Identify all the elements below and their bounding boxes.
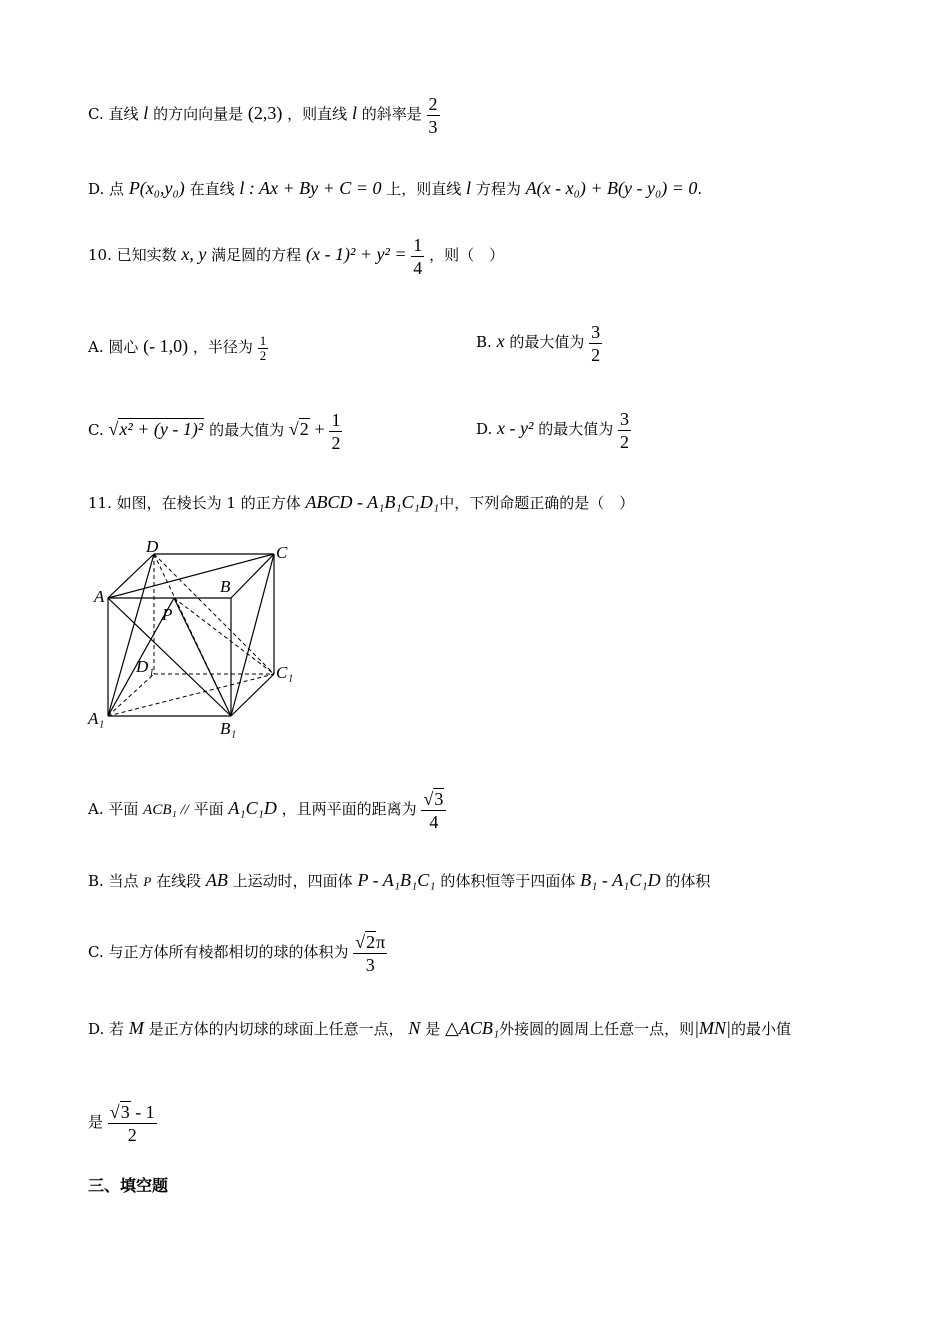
q11-b-tetra2: B₁ - A₁C₁D (580, 870, 661, 890)
label-C1: C₁ (276, 663, 294, 682)
q9-c-l2: l (351, 103, 357, 123)
q11-d-mid: 是正方体的内切球的球面上任意一点， (148, 1020, 404, 1038)
q10-stem-prefix: 10. 已知实数 (88, 246, 177, 264)
q11-d-mid3: 外接圆的圆周上任意一点，则 (499, 1020, 695, 1038)
q9-d-point: P(x₀,y₀) (128, 178, 185, 198)
q10-c-sqrt: √2 (288, 419, 309, 439)
q9-d-mid: 在直线 (189, 180, 235, 198)
q10-c-expression: √x² + (y - 1)² (108, 419, 204, 439)
q10-a-mid: ，半径为 (192, 338, 253, 356)
q10-option-d (476, 396, 631, 460)
q10-d-mid: 的最大值为 (538, 420, 614, 438)
q9-d-mid3: 方程为 (475, 180, 521, 198)
label-P: P (162, 605, 173, 624)
label-D1: D₁ (136, 657, 155, 676)
q9-c-mid2: ，则直线 (287, 105, 348, 123)
q10-a-prefix: A. 圆心 (88, 338, 139, 356)
q9-c-vector: (2,3) (247, 103, 283, 123)
line-B1-C (231, 554, 274, 716)
q10-stem-fraction: $\frac{1}{4}$ (413, 234, 423, 278)
label-A: A (94, 587, 105, 606)
q11-stem-cube: ABCD - A₁B₁C₁D₁ (305, 492, 440, 512)
q11-d-triangle: △ACB₁ (444, 1018, 500, 1038)
q11-a-plane2: A₁C₁D (228, 798, 277, 818)
q11-d-mid2: 是 (425, 1020, 441, 1038)
q11-a-fraction: $\frac{√3}{4}$ (421, 788, 446, 833)
q11-c-fraction: $\frac{√2\pi}{3}$ (355, 931, 386, 975)
q10-stem-vars: x, y (181, 244, 207, 264)
q11-option-d (88, 1008, 791, 1048)
label-A1: A₁ (88, 709, 105, 728)
q11-d2-prefix: 是 (88, 1113, 104, 1131)
q10-stem-equation: (x - 1)² + y² = (305, 244, 407, 264)
q10-c-mid: 的最大值为 (209, 421, 285, 439)
q11-option-c (88, 920, 387, 984)
label-B: B (220, 577, 231, 596)
q10-stem (88, 226, 504, 282)
q11-b-mid3: 的体积恒等于四面体 (440, 872, 576, 890)
q9-option-d (88, 168, 702, 208)
q11-d-n: N (408, 1018, 421, 1038)
q10-b-mid: 的最大值为 (509, 333, 585, 351)
q9-c-mid: 的方向向量是 (153, 105, 244, 123)
label-D: D (146, 537, 159, 556)
q11-d-end: 的最小值 (731, 1020, 792, 1038)
q10-option-a (88, 322, 268, 370)
q9-d-line: l : Ax + By + C = 0 (239, 178, 382, 198)
q11-b-mid2: 上运动时，四面体 (232, 872, 353, 890)
q10-option-b (476, 310, 602, 372)
q11-b-tetra1: P - A₁B₁C₁ (357, 870, 436, 890)
q10-c-fraction: $\frac{1}{2}$ (331, 409, 341, 453)
q10-d-fraction: $\frac{3}{2}$ (620, 408, 629, 452)
edge-B1-C1 (231, 674, 274, 716)
q10-a-fraction: $\frac{1}{2}$ (259, 332, 267, 363)
q10-c-prefix: C. (88, 421, 104, 439)
q10-b-prefix: B. (476, 333, 492, 351)
q9-d-mid2: 上，则直线 (386, 180, 462, 198)
q10-option-c (88, 398, 342, 460)
label-B1: B₁ (220, 719, 237, 738)
q11-d-prefix: D. 若 (88, 1020, 125, 1038)
q9-c-prefix: C. 直线 (88, 105, 139, 123)
q9-c-l: l (143, 103, 149, 123)
cube-figure (86, 536, 316, 746)
q9-c-fraction: $\frac{2}{3}$ (428, 93, 438, 137)
q10-a-center: (- 1,0) (143, 336, 189, 356)
q11-b-prefix: B. 当点 (88, 872, 139, 890)
q11-d2-fraction: $\frac{√3 - 1}{2}$ (109, 1101, 155, 1145)
q11-b-ab: AB (205, 870, 228, 890)
q11-b-p: P (143, 874, 152, 889)
q11-option-d-cont (88, 1092, 157, 1152)
q11-d-mn: |MN| (694, 1018, 732, 1038)
q11-d-m: M (128, 1018, 144, 1038)
q10-c-plus: + (314, 419, 325, 439)
q10-stem-mid: 满足圆的方程 (211, 246, 302, 264)
q11-b-end: 的体积 (665, 872, 711, 890)
q9-option-c (88, 88, 440, 138)
section-3-title: 三、填空题 (88, 1176, 169, 1195)
q10-d-expression: x - y² (497, 418, 534, 438)
q9-d-end: . (697, 180, 703, 198)
q10-d-prefix: D. (476, 420, 493, 438)
q11-a-prefix: A. 平面 (88, 800, 139, 818)
q9-c-mid3: 的斜率是 (361, 105, 422, 123)
q11-c-text: C. 与正方体所有棱都相切的球的体积为 (88, 943, 349, 961)
q11-a-mid: 平面 (193, 800, 224, 818)
label-C: C (276, 543, 288, 562)
q11-b-mid: 在线段 (156, 872, 202, 890)
q11-stem (88, 484, 634, 520)
q9-d-l: l (466, 178, 472, 198)
line-A1-C1 (108, 674, 274, 716)
q10-b-fraction: $\frac{3}{2}$ (591, 321, 601, 365)
q11-option-a (88, 776, 446, 840)
q11-option-b (88, 860, 710, 900)
q9-d-equation: A(x - x₀) + B(y - y₀) = 0 (525, 178, 698, 198)
q11-stem-prefix: 11. 如图，在棱长为 1 的正方体 (88, 494, 301, 512)
q10-b-var: x (496, 331, 505, 351)
q11-a-plane1: ACB₁ // (143, 802, 189, 818)
q9-d-prefix: D. 点 (88, 180, 125, 198)
q11-a-mid2: ，且两平面的距离为 (281, 800, 417, 818)
q11-stem-end: 中，下列命题正确的是（ ） (439, 494, 635, 512)
q10-stem-end: ，则（ ） (429, 246, 505, 264)
